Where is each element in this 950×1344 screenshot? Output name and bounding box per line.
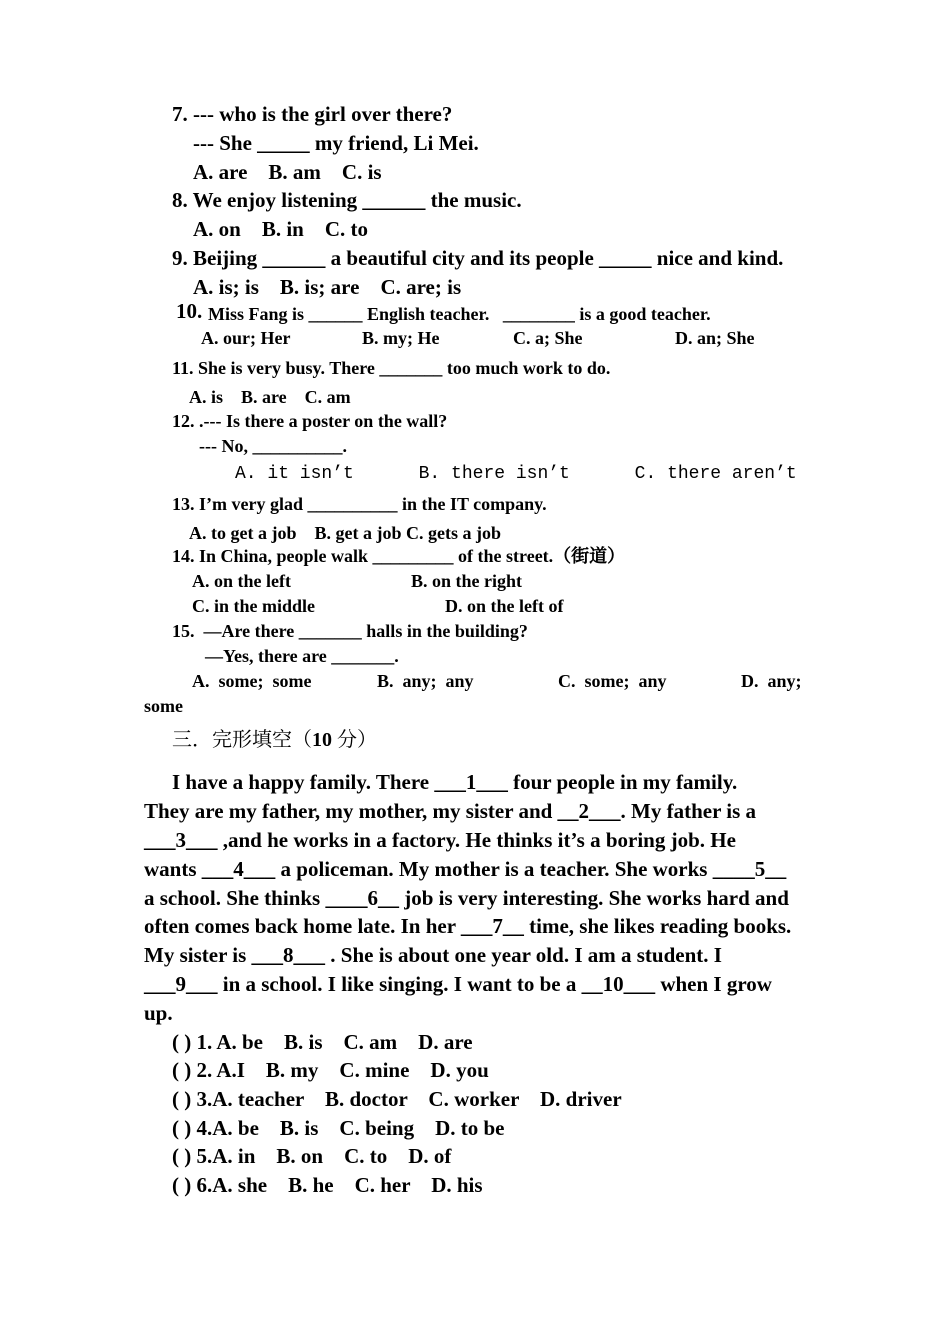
section-3-heading-suffix: 分） xyxy=(332,729,377,751)
question-14-option-d: D. on the left of xyxy=(445,596,564,616)
cloze-choice-5: ( ) 5.A. in B. on C. to D. of xyxy=(172,1144,452,1168)
question-15-stem: 15. —Are there _______ halls in the building? xyxy=(172,621,528,641)
cloze-choice-3: ( ) 3.A. teacher B. doctor C. worker D. driver xyxy=(172,1087,622,1111)
passage-line: I have a happy family. There ___1___ four people in my family. xyxy=(172,770,738,794)
passage-line: ___3___ ,and he works in a factory. He thinks it’s a boring job. He xyxy=(144,828,736,852)
passage-line: a school. She thinks ____6__ job is very interesting. She works hard and xyxy=(144,886,789,910)
question-15-option-d: D. any; xyxy=(741,671,802,691)
passage-line: ___9___ in a school. I like singing. I want to be a __10___ when I grow xyxy=(144,972,772,996)
question-15-option-c: C. some; any xyxy=(558,671,667,691)
question-15-option-a: A. some; some xyxy=(192,671,312,691)
question-11-options: A. is B. are C. am xyxy=(189,387,351,407)
question-10-option-c: C. a; She xyxy=(513,328,583,348)
question-12-answer: --- No, __________. xyxy=(199,436,347,456)
question-8-options: A. on B. in C. to xyxy=(193,217,369,241)
section-3-heading-prefix: 三．完形填空（ xyxy=(172,729,312,751)
question-13-options: A. to get a job B. get a job C. gets a job xyxy=(189,523,501,543)
question-9-stem: 9. Beijing ______ a beautiful city and its people _____ nice and kind. xyxy=(172,246,784,270)
passage-line: They are my father, my mother, my sister and __2___. My father is a xyxy=(144,799,757,823)
question-12-stem: 12. .--- Is there a poster on the wall? xyxy=(172,411,448,431)
cloze-choice-2: ( ) 2. A.I B. my C. mine D. you xyxy=(172,1058,489,1082)
section-3-heading-score: 10 xyxy=(312,729,332,751)
passage-line: up. xyxy=(144,1001,173,1025)
cloze-choice-1: ( ) 1. A. be B. is C. am D. are xyxy=(172,1030,473,1054)
question-7-stem: 7. --- who is the girl over there? xyxy=(172,102,453,126)
question-10-stem: Miss Fang is ______ English teacher. ________ is a good teacher. xyxy=(208,304,711,324)
question-9-options: A. is; is B. is; are C. are; is xyxy=(193,275,462,299)
question-7-answer: --- She _____ my friend, Li Mei. xyxy=(193,131,479,155)
question-12-options: A. it isn’t B. there isn’t C. there aren’t xyxy=(235,464,797,484)
section-3-heading xyxy=(172,730,377,750)
question-15-option-d-wrap: some xyxy=(144,696,183,716)
question-7-options: A. are B. am C. is xyxy=(193,160,382,184)
question-10-option-a: A. our; Her xyxy=(201,328,291,348)
question-14-stem: 14. In China, people walk _________ of the street.（街道） xyxy=(172,546,626,566)
question-14-option-a: A. on the left xyxy=(192,571,291,591)
question-10-option-b: B. my; He xyxy=(362,328,440,348)
question-8-stem: 8. We enjoy listening ______ the music. xyxy=(172,188,522,212)
question-15-answer: —Yes, there are _______. xyxy=(205,646,399,666)
cloze-choice-6: ( ) 6.A. she B. he C. her D. his xyxy=(172,1173,483,1197)
question-10-number: 10. xyxy=(176,299,203,323)
question-11-stem: 11. She is very busy. There _______ too much work to do. xyxy=(172,358,611,378)
question-13-stem: 13. I’m very glad __________ in the IT company. xyxy=(172,494,547,514)
question-10-option-d: D. an; She xyxy=(675,328,755,348)
passage-line: often comes back home late. In her ___7__ time, she likes reading books. xyxy=(144,914,792,938)
cloze-choice-4: ( ) 4.A. be B. is C. being D. to be xyxy=(172,1116,505,1140)
passage-line: My sister is ___8___ . She is about one year old. I am a student. I xyxy=(144,943,722,967)
question-14-option-c: C. in the middle xyxy=(192,596,316,616)
question-15-option-b: B. any; any xyxy=(377,671,474,691)
question-14-option-b: B. on the right xyxy=(411,571,523,591)
passage-line: wants ___4___ a policeman. My mother is a teacher. She works ____5__ xyxy=(144,857,787,881)
